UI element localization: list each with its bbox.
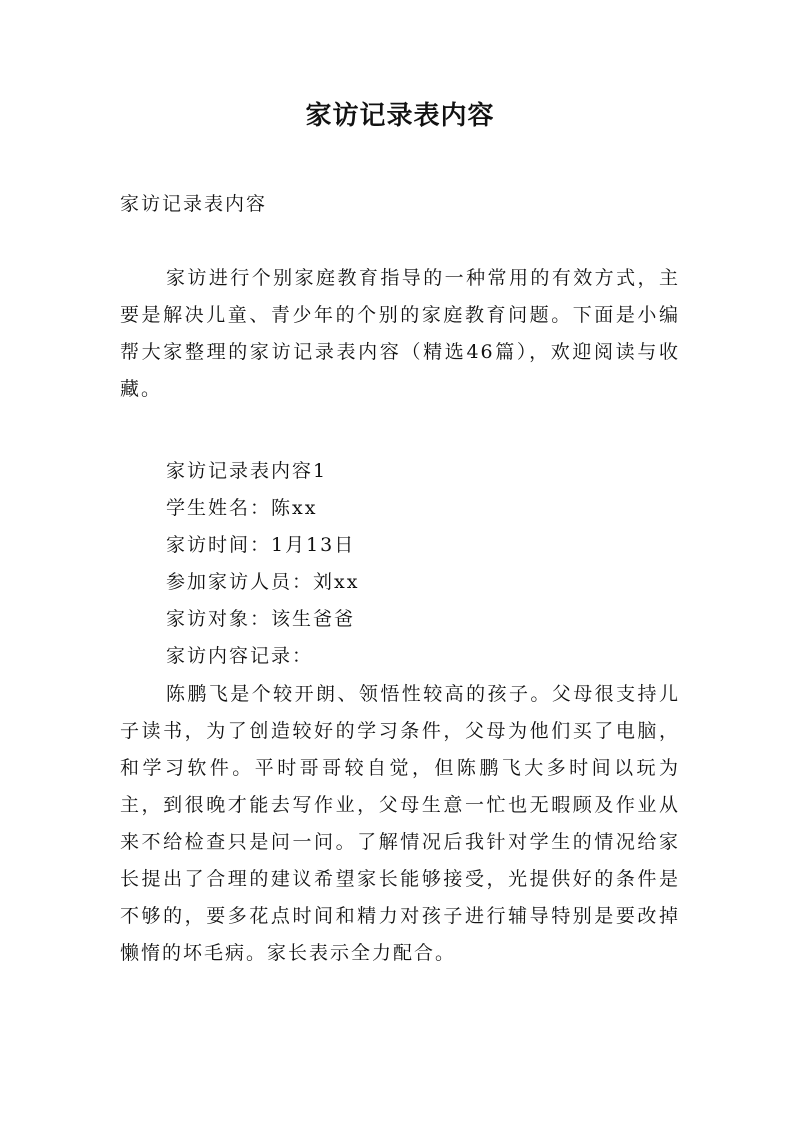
visit-record-paragraph: 陈鹏飞是个较开朗、领悟性较高的孩子。父母很支持儿子读书，为了创造较好的学习条件，父母为他们买了电脑，和学习软件。平时哥哥较自觉，但陈鹏飞大多时间以玩为主，到很晚才能去写作业，父母生意一忙也无暇顾及作业从来不给检查只是问一问。了解情况后我针对学生的情况给家长提出了合理的建议希望家长能够接受，光提供好的条件是不够的，要多花点时间和精力对孩子进行辅导特别是要改掉懒惰的坏毛病。家长表示全力配合。 [120, 683, 680, 964]
visit-target-line: 家访对象：该生爸爸 [166, 608, 356, 630]
participants-line: 参加家访人员：刘xx [166, 571, 360, 593]
student-name-line: 学生姓名：陈xx [166, 497, 318, 519]
intro-paragraph: 家访进行个别家庭教育指导的一种常用的有效方式，主要是解决儿童、青少年的个别的家庭教育问题。下面是小编帮大家整理的家访记录表内容（精选46篇），欢迎阅读与收藏。 [120, 267, 680, 400]
record-label-line: 家访内容记录： [166, 645, 314, 667]
section-title: 家访记录表内容1 [166, 460, 328, 482]
document-subtitle: 家访记录表内容 [120, 193, 268, 215]
visit-time-line: 家访时间：1月13日 [166, 534, 356, 556]
document-title: 家访记录表内容 [305, 101, 495, 131]
